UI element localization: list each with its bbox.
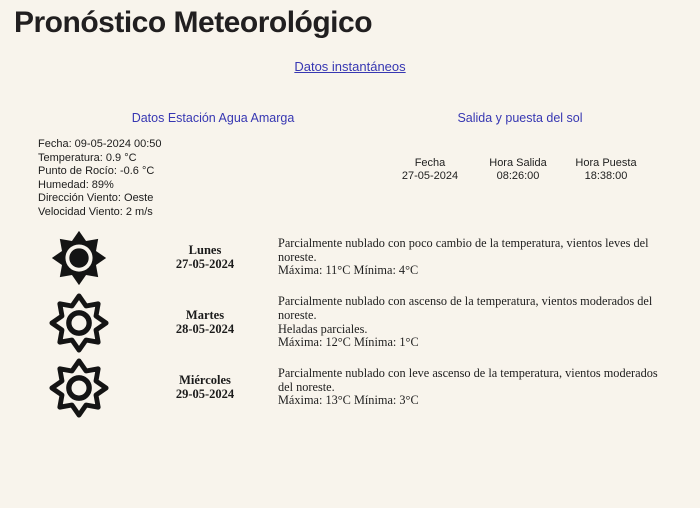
forecast-description: Parcialmente nublado con ascenso de la temperatura, vientos moderados del noreste.	[278, 293, 653, 322]
sun-col-header: Fecha	[414, 157, 446, 169]
sun-col-value: 27-05-2024	[401, 170, 459, 182]
forecast-day-cell	[144, 244, 266, 271]
sun-col-header: Hora Puesta	[575, 157, 637, 169]
sun-outline-icon	[48, 292, 112, 354]
forecast-extra: Heladas parciales.	[278, 321, 368, 336]
forecast-description: Parcialmente nublado con poco cambio de la temperatura, vientos leves del noreste.	[278, 235, 649, 264]
instant-data-link-row	[0, 58, 700, 76]
forecast-temps: Máxima: 11°C Mínima: 4°C	[278, 263, 419, 278]
forecast-day-date: 28-05-2024	[175, 321, 235, 336]
forecast-text-cell	[278, 237, 671, 278]
station-data-block	[38, 138, 162, 219]
station-humidity-line: Humedad: 89%	[38, 178, 114, 191]
sun-col-value: 18:38:00	[584, 170, 628, 182]
forecast-day-name: Lunes	[188, 243, 222, 257]
station-section-heading: Datos Estación Agua Amarga	[131, 111, 295, 125]
forecast-row-lunes	[0, 226, 700, 289]
forecast-temps: Máxima: 12°C Mínima: 1°C	[278, 335, 419, 350]
forecast-text-cell	[278, 295, 671, 350]
forecast-day-name: Martes	[185, 308, 225, 322]
forecast-text-cell	[278, 367, 671, 408]
station-wind-direction-line: Dirección Viento: Oeste	[38, 192, 154, 204]
forecast-day-cell	[144, 374, 266, 401]
sun-col-value: 08:26:00	[496, 170, 540, 182]
station-temperature-line: Temperatura: 0.9 °C	[38, 151, 137, 164]
forecast-row-miercoles	[0, 356, 700, 419]
forecast-row-martes	[0, 291, 700, 354]
sun-table-col-salida	[474, 157, 562, 183]
station-dewpoint-line: Punto de Rocío: -0.6 °C	[38, 165, 155, 177]
sun-filled-icon	[48, 227, 112, 289]
forecast-day-cell	[144, 309, 266, 336]
sun-table-col-puesta	[562, 157, 650, 183]
forecast-day-date: 27-05-2024	[175, 256, 235, 271]
forecast-table	[0, 226, 700, 421]
forecast-description: Parcialmente nublado con leve ascenso de la temperatura, vientos moderados del noreste.	[278, 365, 658, 394]
forecast-temps: Máxima: 13°C Mínima: 3°C	[278, 393, 419, 408]
sun-col-header: Hora Salida	[489, 157, 547, 169]
sun-section-heading: Salida y puesta del sol	[457, 111, 583, 125]
station-wind-speed-line: Velocidad Viento: 2 m/s	[38, 205, 153, 218]
sun-outline-icon	[48, 357, 112, 419]
page-title: Pronóstico Meteorológico	[14, 6, 373, 39]
forecast-day-date: 29-05-2024	[175, 386, 235, 401]
sun-table	[386, 157, 650, 183]
forecast-day-name: Miércoles	[179, 373, 231, 387]
instant-data-link[interactable]: Datos instantáneos	[294, 59, 406, 74]
sun-table-col-fecha	[386, 157, 474, 183]
station-date-line: Fecha: 09-05-2024 00:50	[38, 138, 162, 150]
